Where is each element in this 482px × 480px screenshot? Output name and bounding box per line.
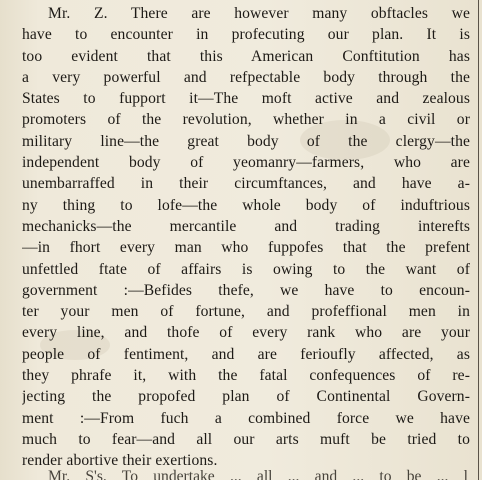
text-line: ter your men of fortune, and profeffional men in — [22, 303, 470, 321]
text-line: government :—Befides thefe, we have to encoun- — [22, 281, 470, 299]
text-line: much to fear—and all our arts muft be tried to — [22, 430, 470, 448]
text-line: States to fupport it—The moft active and zealous — [22, 90, 470, 108]
article-text — [22, 3, 470, 472]
text-line: ny thing to lofe—the whole body of induftrious — [22, 196, 470, 214]
text-line: too evident that this American Conftitution has — [22, 47, 470, 65]
text-line: unfettled ftate of affairs is owing to the want of — [22, 260, 470, 278]
text-line: independent body of yeomanry—farmers, who are — [22, 154, 470, 172]
text-line: render abortive their exertions. — [22, 452, 218, 470]
text-line: mechanicks—the mercantile and trading interefts — [22, 217, 470, 235]
text-line: every line, and thofe of every rank who are your — [22, 324, 470, 342]
text-line: ment :—From fuch a combined force we have — [22, 409, 470, 427]
text-line: promoters of the revolution, whether in a civil or — [22, 111, 470, 129]
text-line: Mr. Z. There are however many obftacles we — [48, 5, 470, 22]
text-line: a very powerful and refpectable body through the — [22, 68, 470, 86]
text-line: jecting the propofed plan of Continental Govern- — [22, 388, 470, 406]
column-rule — [478, 0, 479, 480]
text-line: unembarraffed in their circumftances, and have a- — [22, 175, 470, 193]
text-line: have to encounter in profecuting our plan. It is — [22, 26, 470, 44]
text-line: —in fhort every man who fuppofes that the prefent — [22, 239, 470, 257]
text-line: military line—the great body of the clergy—the — [22, 132, 470, 150]
text-line: they phrafe it, with the fatal confequences of re- — [22, 367, 470, 385]
text-line: people of fentiment, and are ferioufly affected, as — [22, 345, 470, 363]
cropped-next-line: Mr. S's. To undertake ... all ... and ... to be ... l — [48, 468, 468, 480]
